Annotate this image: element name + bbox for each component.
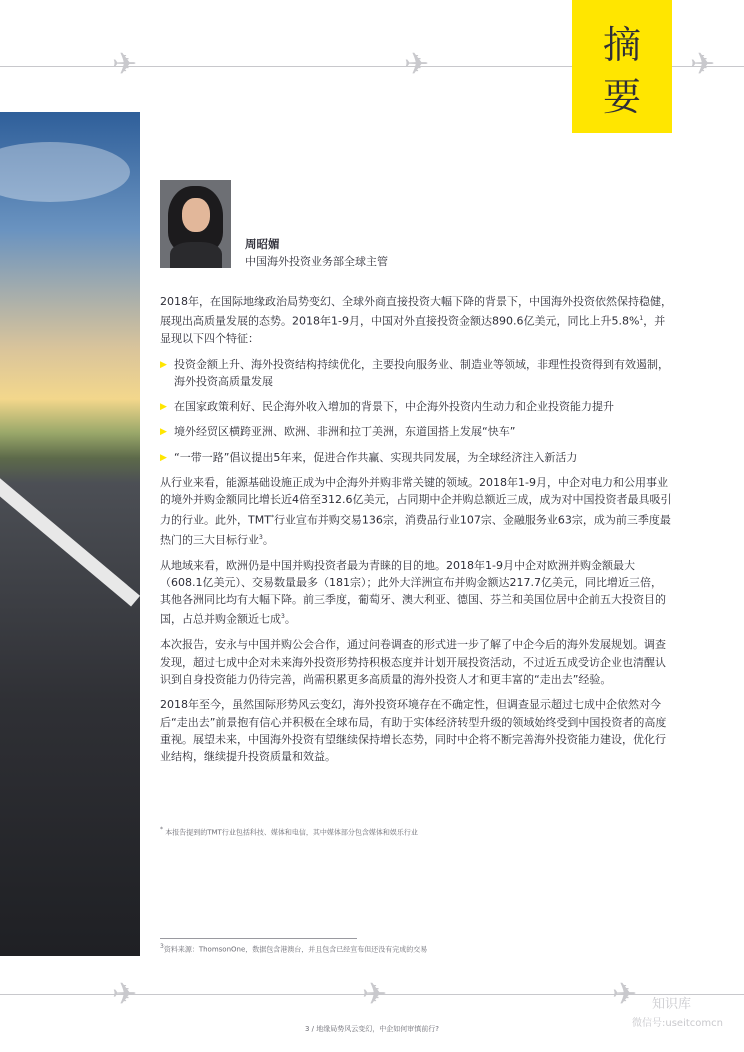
feature-list: [160, 356, 672, 466]
section-tab: [572, 0, 672, 133]
list-item: ▶ “一带一路”倡议提出5年来，促进合作共赢、实现共同发展，为全球经济注入新活力: [160, 449, 672, 466]
summary-body: [160, 293, 672, 773]
list-item: ▶ 在国家政策利好、民企海外收入增加的背景下，中企海外投资内生动力和企业投资能力提升: [160, 398, 672, 415]
outlook-paragraph: 2018年至今，虽然国际形势风云变幻，海外投资环境存在不确定性，但调查显示超过七成中企依然对今后“走出去”前景抱有信心并积极在全球布局，有助于实体经济转型升级的领域始终受到中国投资者的高度重视。展望未来，中国海外投资有望继续保持增长态势，同时中企将不断完善海外投资能力建设，优化行业结构，继续提升投资质量和效益。: [160, 698, 667, 764]
arrow-icon: ▶: [160, 359, 167, 370]
author-name: 周昭媚: [245, 237, 280, 251]
road-image: [0, 112, 140, 956]
footnote-source: $^3$资料来源：ThomsonOne，数据包含港澳台，并且包含已经宣布但还没有完成的交易: [160, 943, 428, 954]
industry-paragraph: 从行业来看，能源基础设施正成为中企海外并购非常关键的领域。2018年1-9月，中企对电力和公用事业的境外并购金额同比增长近4倍至312.6亿美元，占同期中企并购总额近三成，成为对中国投资者最具吸引力的行业。此外，TMT*行业宣布并购交易136宗，消费品行业107宗、金融服务业63宗，成为前三季度最热门的三大目标行业$^3$。: [160, 476, 672, 547]
airplane-icon: ✈: [112, 47, 138, 82]
arrow-icon: ▶: [160, 402, 167, 413]
watermark-id: 微信号:useitcomcn: [632, 1018, 723, 1029]
page-footer: 3 / 地缘局势风云变幻，中企如何审慎前行?: [305, 1025, 439, 1033]
author-photo: [160, 180, 231, 268]
airplane-icon: ✈: [612, 977, 638, 1012]
airplane-icon: ✈: [690, 47, 716, 82]
list-item: ▶ 投资金额上升、海外投资结构持续优化，主要投向服务业、制造业等领域，非理性投资得到有效遏制，海外投资高质量发展: [160, 357, 669, 388]
section-title-char-1: 摘: [602, 23, 641, 67]
list-item: ▶ 境外经贸区横跨亚洲、欧洲、非洲和拉丁美洲，东道国搭上发展“快车”: [160, 423, 672, 440]
author-title: 中国海外投资业务部全球主管: [245, 255, 388, 268]
watermark-text: 知识库: [652, 997, 692, 1012]
section-title-char-2: 要: [602, 75, 641, 119]
survey-paragraph: 本次报告，安永与中国并购公会合作，通过问卷调查的形式进一步了解了中企今后的海外发展规划。调查发现，超过七成中企对未来海外投资形势持积极态度并计划开展投资活动，不过近五成受访企业也清醒认识到自身投资能力仍待完善，尚需积累更多高质量的海外投资人才和更丰富的“走出去”经验。: [160, 638, 666, 686]
arrow-icon: ▶: [160, 452, 167, 463]
region-paragraph: 从地域来看，欧洲仍是中国并购投资者最为青睐的目的地。2018年1-9月中企对欧洲并购金额最大（608.1亿美元）、交易数量最多（181宗）；此外大洋洲宣布并购金额达217.7亿美元，同比增近三倍，其他各洲同比均有大幅下降。前三季度，葡萄牙、澳大利亚、德国、芬兰和美国位居中企前五大投资目的国，占总并购金额近七成$^3$。: [160, 558, 666, 627]
airplane-icon: ✈: [404, 47, 430, 82]
intro-paragraph: 2018年，在国际地缘政治局势变幻、全球外商直接投资大幅下降的背景下，中国海外投资依然保持稳健，展现出高质量发展的态势。2018年1-9月，中国对外直接投资金额达890.6亿美元，同比上升5.8%$^1$，并显现以下四个特征：: [160, 295, 672, 346]
airplane-icon: ✈: [362, 977, 388, 1012]
arrow-icon: ▶: [160, 427, 167, 438]
footnote-divider: [160, 938, 357, 939]
footnote-tmt: * 本报告提到的TMT行业包括科技、媒体和电信，其中媒体部分包含媒体和娱乐行业: [160, 826, 418, 837]
airplane-icon: ✈: [112, 977, 138, 1012]
